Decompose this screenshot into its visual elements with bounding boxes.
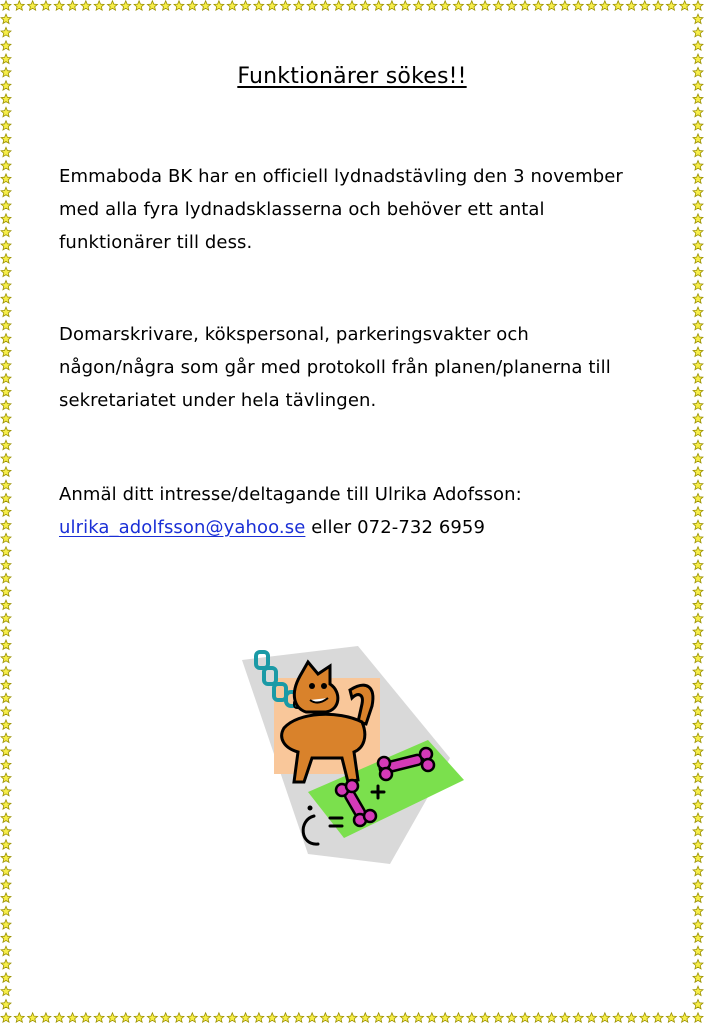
contact-intro: Anmäl ditt intresse/deltagande till Ulrika Adofsson: — [59, 484, 522, 505]
paragraph-line: Domarskrivare, kökspersonal, parkeringsvakter och — [59, 324, 529, 345]
paragraph-line: Emmaboda BK har en officiell lydnadstävling den 3 november — [59, 166, 623, 187]
contact-line — [59, 511, 659, 544]
paragraph-event-info — [59, 160, 659, 259]
paragraph-roles — [59, 318, 659, 417]
paragraph-line: med alla fyra lydnadsklasserna och behöver ett antal — [59, 199, 545, 220]
paragraph-line: någon/några som går med protokoll från planen/planerna till — [59, 357, 611, 378]
phone-text: eller 072-732 6959 — [305, 517, 486, 538]
paragraph-contact — [59, 478, 659, 544]
paragraph-line: sekretariatet under hela tävlingen. — [59, 390, 377, 411]
paragraph-line: funktionärer till dess. — [59, 232, 253, 253]
page-title: Funktionärer sökes!! — [237, 64, 467, 89]
email-link[interactable]: ulrika_adolfsson@yahoo.se — [59, 517, 306, 538]
dog-with-bones-clipart-icon — [238, 640, 468, 870]
